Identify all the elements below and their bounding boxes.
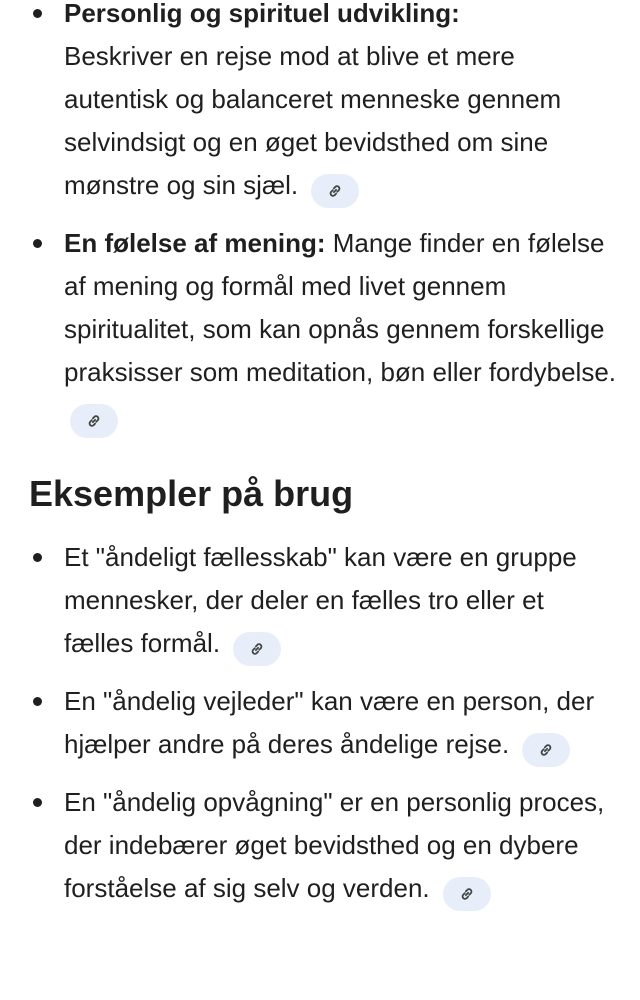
link-icon: [537, 741, 555, 759]
link-icon: [458, 885, 476, 903]
item-title: Personlig og spirituel udvikling:: [64, 0, 460, 28]
list-item: [0, 781, 640, 911]
item-text: En "åndelig opvågning" er en personlig proces, der indebærer øget bevidsthed og en dybere forståelse af sig selv og verden.: [64, 787, 605, 903]
bullet-icon: [33, 697, 42, 706]
list-item: [0, 222, 640, 438]
item-title: En følelse af mening:: [64, 228, 326, 258]
list-item: [0, 680, 640, 767]
source-link-button[interactable]: [311, 174, 359, 208]
link-icon: [248, 640, 266, 658]
bullet-icon: [33, 798, 42, 807]
list-item: [0, 536, 640, 666]
source-link-button[interactable]: [443, 877, 491, 911]
item-text: Beskriver en rejse mod at blive et mere autentisk og balanceret menneske gennem selvindsigt og en øget bevidsthed om sine mønstre og sin sjæl.: [64, 41, 562, 200]
item-text: En "åndelig vejleder" kan være en person, der hjælper andre på deres åndelige rejse.: [64, 686, 595, 759]
source-link-button[interactable]: [233, 632, 281, 666]
bullet-icon: [33, 553, 42, 562]
examples-list: [0, 536, 640, 911]
source-link-button[interactable]: [70, 404, 118, 438]
bullet-icon: [33, 9, 42, 18]
link-icon: [326, 182, 344, 200]
link-icon: [85, 412, 103, 430]
source-link-button[interactable]: [522, 733, 570, 767]
bullet-icon: [33, 239, 42, 248]
item-text: Et "åndeligt fællesskab" kan være en gruppe mennesker, der deler en fælles tro eller et fælles formål.: [64, 542, 577, 658]
list-item: [0, 0, 640, 208]
item-text: Mange finder en følelse af mening og formål med livet gennem spiritualitet, som kan opnås gennem forskellige praksisser som meditation, bøn eller fordybelse.: [64, 228, 617, 387]
section-heading: Eksempler på brug: [29, 473, 354, 514]
feature-list: [0, 0, 640, 438]
